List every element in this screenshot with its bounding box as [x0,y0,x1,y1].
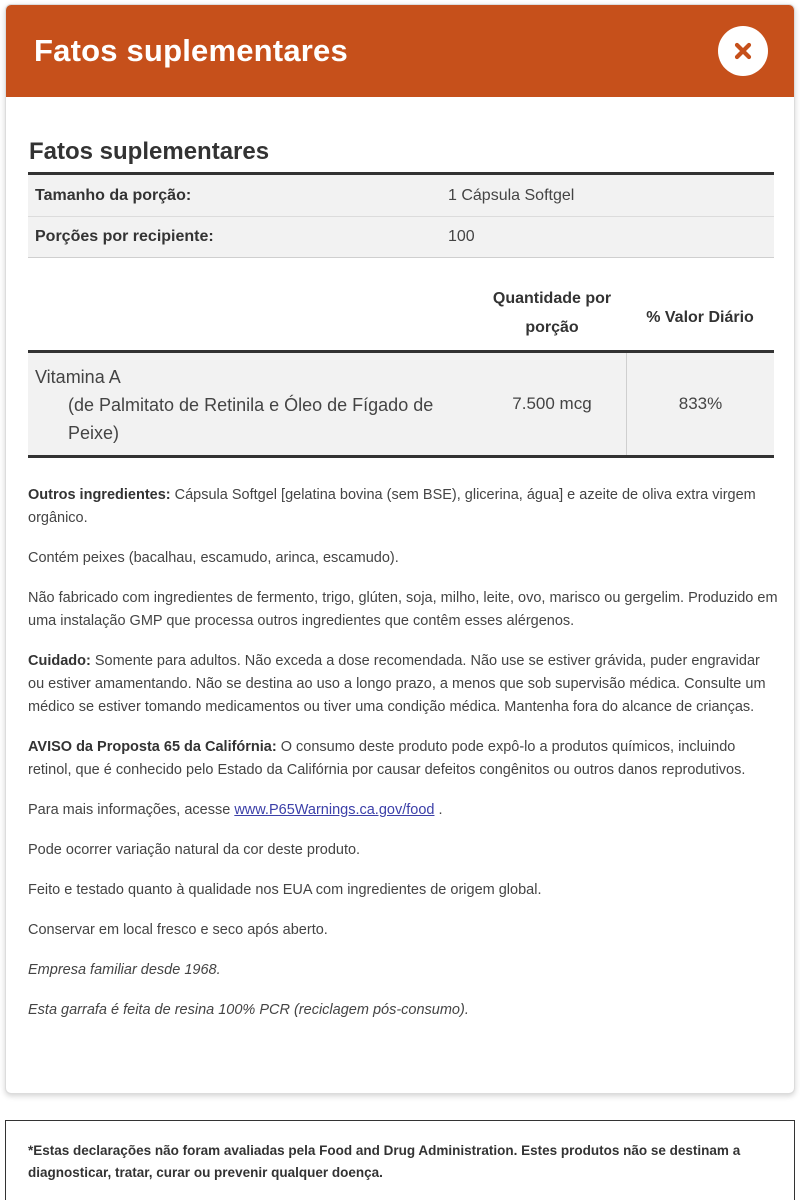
nutrient-source: (de Palmitato de Retinila e Óleo de Fígado de Peixe) [68,395,434,443]
more-info-suffix: . [434,802,443,818]
modal-header [6,5,794,97]
storage-note: Conservar em local fresco e seco após aberto. [28,922,328,938]
servings-per-container-value: 100 [448,228,475,245]
serving-size-value: 1 Cápsula Softgel [448,186,575,204]
other-ingredients-note [28,484,778,530]
serving-table [28,172,774,258]
caution-note [28,650,778,719]
facts-title: Fatos suplementares [29,138,270,165]
close-icon [732,40,754,62]
family-owned-note: Empresa familiar desde 1968. [28,962,221,978]
nutrient-table-header [28,258,774,353]
prop65-label: AVISO da Proposta 65 da Califórnia: [28,739,277,755]
nutrient-amount: 7.500 mcg [512,394,592,413]
nutrient-daily-value: 833% [626,353,774,455]
column-header-daily-value: % Valor Diário [646,309,754,326]
prop65-text: O consumo deste produto pode expô-lo a produtos químicos, incluindo retinol, que é conhecido pelo Estado da Califórnia por causar defeitos congênitos ou outros danos reprodutivos. [28,739,746,778]
caution-label: Cuidado: [28,653,91,669]
serving-size-row [28,175,774,216]
made-tested-note: Feito e testado quanto à qualidade nos EUA com ingredientes de origem global. [28,882,542,898]
fda-disclaimer: *Estas declarações não foram avaliadas pela Food and Drug Administration. Estes produtos não se destinam a diagnosticar, tratar, curar ou prevenir qualquer doença. [5,1120,795,1200]
more-info-note [28,799,778,822]
nutrient-row [28,353,774,458]
nutrient-name: Vitamina A [35,367,121,387]
modal-title: Fatos suplementares [34,33,348,68]
serving-size-label: Tamanho da porção: [35,186,192,204]
servings-per-container-label: Porções por recipiente: [35,228,214,245]
supplement-facts-modal [5,4,795,1094]
column-header-amount: Quantidade por porção [492,290,612,336]
servings-per-container-row [28,216,774,257]
bottle-note: Esta garrafa é feita de resina 100% PCR (reciclagem pós-consumo). [28,1002,469,1018]
nutrient-name-cell [28,353,478,455]
allergens-note: Não fabricado com ingredientes de fermento, trigo, glúten, soja, milho, leite, ovo, marisco ou gergelim. Produzido em uma instalação GMP que processa outros ingredientes que contêm esses alérgenos. [28,590,778,629]
prop65-note [28,736,778,782]
other-ingredients-text: Cápsula Softgel [gelatina bovina (sem BSE), glicerina, água] e azeite de oliva extra virgem orgânico. [28,487,756,526]
color-variation-note: Pode ocorrer variação natural da cor deste produto. [28,842,361,858]
more-info-prefix: Para mais informações, acesse [28,802,235,818]
other-ingredients-label: Outros ingredientes: [28,487,171,503]
close-button[interactable] [718,26,768,76]
modal-body [6,138,794,1022]
caution-text: Somente para adultos. Não exceda a dose recomendada. Não use se estiver grávida, puder engravidar ou estiver amamentando. Não se destina ao uso a longo prazo, a menos que sob supervisão médica. Consulte um médico se estiver tomando medicamentos ou tiver uma condição médica. Mantenha fora do alcance de crianças. [28,653,766,715]
p65-warnings-link[interactable]: www.P65Warnings.ca.gov/food [234,802,435,818]
product-notes [28,484,778,1022]
contains-note: Contém peixes (bacalhau, escamudo, arinca, escamudo). [28,550,399,566]
